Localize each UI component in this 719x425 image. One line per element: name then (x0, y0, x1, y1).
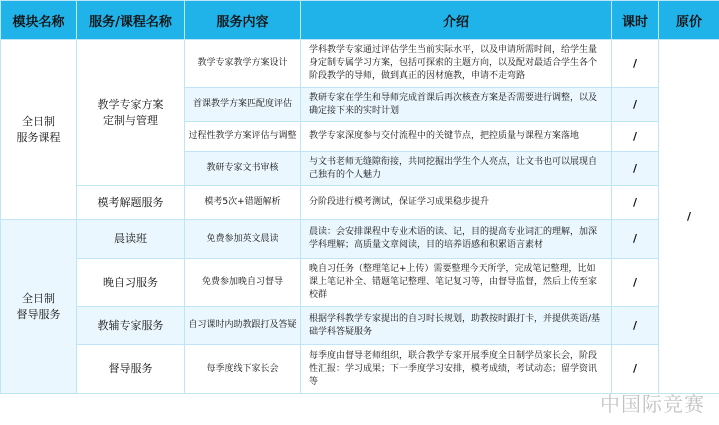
content-cell: 免费参加英文晨读 (185, 220, 301, 259)
category-cell: 全日制 服务课程 (1, 40, 77, 220)
service-name-cell: 督导服务 (77, 345, 185, 394)
table-row (1, 40, 719, 88)
content-cell: 免费参加晚自习督导 (185, 259, 301, 307)
header-row (1, 1, 719, 40)
hours-cell: / (612, 152, 659, 186)
intro-cell: 晨读：会安排课程中专业术语的读、记，目的提高专业词汇的理解，加深学科理解；高质量文章阅读，目的培养语感和积累语言素材 (301, 220, 612, 259)
table-row (1, 186, 719, 220)
table-row (1, 345, 719, 394)
content-cell: 模考5次+错题解析 (185, 186, 301, 220)
header-service: 服务/课程名称 (77, 1, 185, 40)
header-content: 服务内容 (185, 1, 301, 40)
content-cell: 过程性教学方案评估与调整 (185, 122, 301, 152)
category-cell: 全日制 督导服务 (1, 220, 77, 394)
hours-cell: / (612, 259, 659, 307)
header-price: 原价 (659, 1, 719, 40)
price-cell: / (659, 40, 719, 394)
hours-cell: / (612, 220, 659, 259)
header-intro: 介绍 (301, 1, 612, 40)
hours-cell: / (612, 345, 659, 394)
content-cell: 每季度线下家长会 (185, 345, 301, 394)
intro-cell: 每季度由督导老师组织，联合教学专家开展季度全日制学员家长会，阶段性汇报：学习成果；下一季度学习安排，模考成绩，考试动态；留学资讯等 (301, 345, 612, 394)
intro-cell: 与文书老师无缝隙衔接，共同挖掘出学生个人亮点，让文书也可以展现自己独有的个人魅力 (301, 152, 612, 186)
hours-cell: / (612, 88, 659, 122)
header-module: 模块名称 (1, 1, 77, 40)
content-cell: 自习课时内助教跟打及答疑 (185, 307, 301, 345)
hours-cell: / (612, 122, 659, 152)
intro-cell: 根据学科教学专家提出的自习时长规划，助教按时跟打卡，并提供英语/基础学科答疑服务 (301, 307, 612, 345)
intro-cell: 学科教学专家通过评估学生当前实际水平，以及申请所需时间，给学生量身定制专属学习方案，包括可探索的主题方向，以及配对最适合学生各个阶段教学的导师，做到真正的因材施教，申请不走弯路 (301, 40, 612, 88)
watermark: 中国际竞赛 (600, 392, 705, 416)
intro-cell: 分阶段进行模考测试，保证学习成果稳步提升 (301, 186, 612, 220)
intro-cell: 教研专家在学生和导师完成首课后再次核查方案是否需要进行调整，以及确定接下来的实时计划 (301, 88, 612, 122)
content-cell: 首课教学方案匹配度评估 (185, 88, 301, 122)
content-cell: 教学专家教学方案设计 (185, 40, 301, 88)
service-name-cell: 模考解题服务 (77, 186, 185, 220)
hours-cell: / (612, 186, 659, 220)
table-row (1, 307, 719, 345)
table-row (1, 220, 719, 259)
service-name-cell: 教学专家方案 定制与管理 (77, 40, 185, 186)
hours-cell: / (612, 40, 659, 88)
service-name-cell: 晨读班 (77, 220, 185, 259)
content-cell: 教研专家文书审核 (185, 152, 301, 186)
table-row (1, 259, 719, 307)
service-name-cell: 晚自习服务 (77, 259, 185, 307)
intro-cell: 教学专家深度参与交付流程中的关键节点，把控质量与课程方案落地 (301, 122, 612, 152)
intro-cell: 晚自习任务（整理笔记+上传）需要整理今天所学，完成笔记整理，比如课上笔记补全、错题笔记整理、笔记复习等，由督导监督，然后上传至家校群 (301, 259, 612, 307)
header-hours: 课时 (612, 1, 659, 40)
hours-cell: / (612, 307, 659, 345)
service-name-cell: 教辅专家服务 (77, 307, 185, 345)
